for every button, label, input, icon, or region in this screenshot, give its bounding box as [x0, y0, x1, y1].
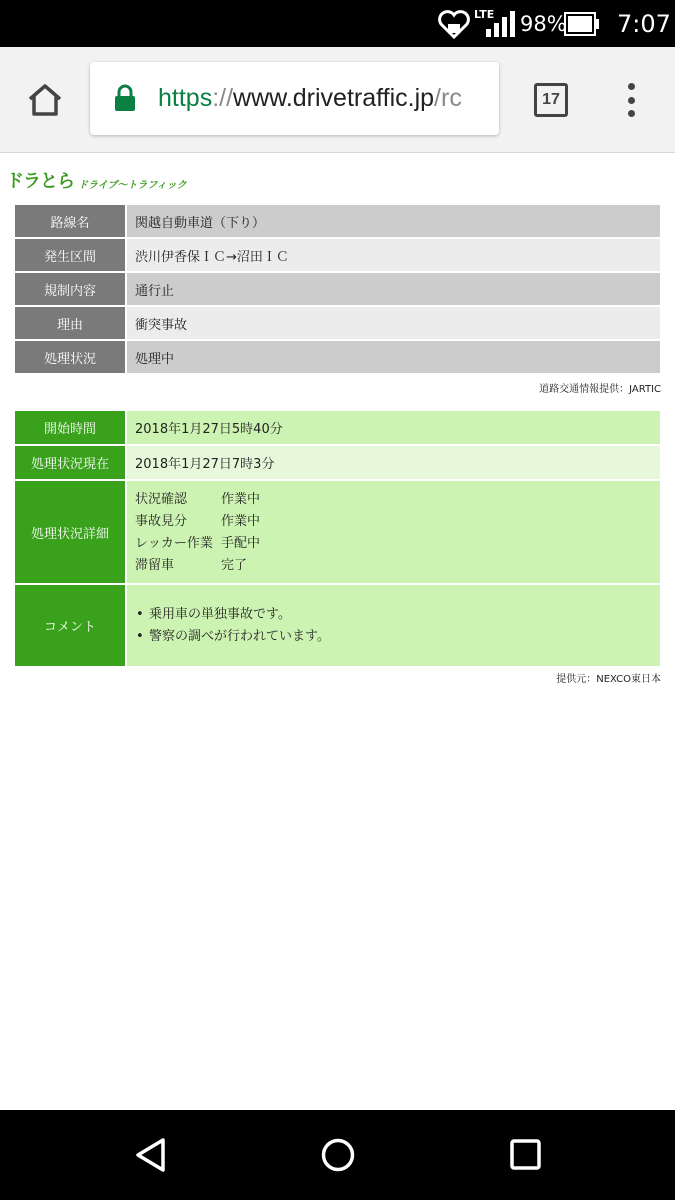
back-triangle-icon: [133, 1137, 169, 1173]
current-status-value: 2018年1月27日7時3分: [127, 446, 660, 479]
url-scheme: https: [158, 84, 213, 112]
clock: 7:07: [617, 9, 671, 38]
start-time-value: 2018年1月27日5時40分: [127, 411, 660, 444]
detail-item: レッカー作業: [135, 535, 213, 551]
tab-switcher-button[interactable]: 17: [534, 83, 568, 117]
comment-list: [135, 606, 330, 645]
network-type: LTE: [474, 8, 495, 21]
comment-value: [127, 585, 660, 666]
detail-item: 事故見分: [135, 513, 188, 529]
start-time-label: 開始時間: [15, 411, 125, 444]
nav-home-button[interactable]: [320, 1137, 356, 1177]
address-bar[interactable]: [90, 62, 499, 135]
row-label: 処理状況: [15, 341, 125, 373]
table-row: [15, 205, 660, 237]
jartic-source-credit: 道路交通情報提供：JARTIC: [539, 384, 661, 395]
url-host: www.drivetraffic.jp: [233, 84, 435, 112]
regulation-table: [15, 205, 660, 375]
logo-main: ドラとら: [6, 171, 74, 192]
table-row: [15, 585, 660, 666]
url-separator: ://: [212, 84, 234, 112]
row-label: 規制内容: [15, 273, 125, 305]
current-status-label: 処理状況現在: [15, 446, 125, 479]
row-value: 関越自動車道（下り）: [127, 205, 660, 237]
row-value: 通行止: [127, 273, 660, 305]
comment-item: • 警察の調べが行われています。: [135, 628, 330, 645]
comment-item: • 乗用車の単独事故です。: [135, 606, 330, 623]
table-row: [15, 239, 660, 271]
status-bar: [0, 0, 675, 47]
row-label: 路線名: [15, 205, 125, 237]
site-logo[interactable]: [6, 167, 187, 193]
back-button[interactable]: [133, 1137, 169, 1177]
recents-button[interactable]: [509, 1138, 543, 1176]
table-row: [15, 411, 660, 444]
home-circle-icon: [320, 1137, 356, 1173]
status-detail-label: 処理状況詳細: [15, 481, 125, 583]
recents-square-icon: [509, 1138, 543, 1172]
battery-percent: 98%: [520, 11, 567, 36]
row-value: 衝突事故: [127, 307, 660, 339]
row-label: 発生区間: [15, 239, 125, 271]
home-icon: [27, 83, 63, 117]
url-path: /rc: [434, 84, 462, 112]
navigation-bar: [0, 1110, 675, 1200]
row-label: 理由: [15, 307, 125, 339]
detail-status: 手配中: [221, 535, 261, 551]
url-text: [158, 62, 462, 135]
table-row: [15, 307, 660, 339]
detail-item: 滞留車: [135, 557, 175, 573]
home-button[interactable]: [22, 77, 68, 123]
detail-status: 完了: [221, 557, 248, 573]
nexco-source-credit: 提供元：NEXCO東日本: [556, 674, 661, 685]
status-detail-list: [135, 491, 260, 574]
status-detail-value: [127, 481, 660, 583]
row-value: 渋川伊香保ＩＣ→沼田ＩＣ: [127, 239, 660, 271]
overflow-menu-icon[interactable]: [620, 83, 642, 117]
battery-icon: [564, 0, 600, 47]
signal-icon: [486, 0, 516, 47]
detail-status: 作業中: [221, 491, 261, 507]
table-row: [15, 481, 660, 583]
row-value: 処理中: [127, 341, 660, 373]
table-row: [15, 273, 660, 305]
heart-notification-icon: [437, 0, 471, 47]
browser-toolbar: [0, 47, 675, 153]
detail-status: 作業中: [221, 513, 261, 529]
lock-icon: [114, 84, 136, 116]
detail-item: 状況確認: [135, 491, 188, 507]
logo-sub: ドライブ〜トラフィック: [78, 180, 187, 191]
table-row: [15, 341, 660, 373]
comment-label: コメント: [15, 585, 125, 666]
table-row: [15, 446, 660, 479]
incident-table: [15, 411, 660, 668]
